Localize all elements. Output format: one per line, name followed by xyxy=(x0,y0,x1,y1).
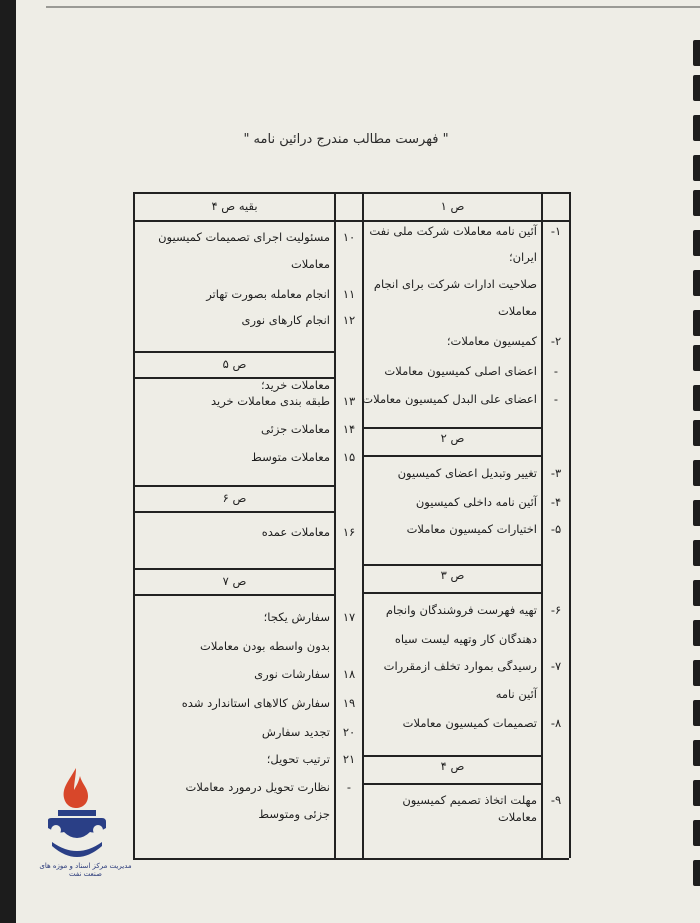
right-item-text: اختيارات كميسيون معاملات xyxy=(406,522,537,536)
binder-hole xyxy=(693,500,700,526)
right-section-header: ص ۴ xyxy=(440,759,465,773)
left-item-number: ۱۹ xyxy=(342,696,356,710)
binder-hole xyxy=(693,820,700,846)
left-item-text: معاملات جزئی xyxy=(261,422,330,436)
binder-hole xyxy=(693,190,700,216)
left-item-text: معاملات خريد؛ xyxy=(260,378,330,392)
left-item-text: تجديد سفارش xyxy=(261,725,330,739)
left-item-number: ۱۸ xyxy=(342,667,356,681)
right-item-text: تغيير وتبديل اعضای كميسيون xyxy=(397,466,537,480)
right-section-header: ص ۲ xyxy=(440,431,465,445)
binding-edge xyxy=(0,0,16,923)
right-item-number: ۹- xyxy=(550,793,562,807)
section-rule xyxy=(362,564,541,566)
left-item-text: سفارش كالاهای استاندارد شده xyxy=(181,696,330,710)
right-item-text: معاملات xyxy=(497,810,537,824)
right-item-number: ۶- xyxy=(550,603,562,617)
left-item-number: ۱۳ xyxy=(342,394,356,408)
binder-hole xyxy=(693,75,700,101)
right-item-text: كميسيون معاملات؛ xyxy=(446,334,537,348)
right-item-number: ۲- xyxy=(550,334,562,348)
right-item-number: ۷- xyxy=(550,659,562,673)
left-item-text: نظارت تحويل درمورد معاملات xyxy=(185,780,330,794)
left-item-text: بدون واسطه بودن معاملات xyxy=(200,639,330,653)
left-item-text: سفارشات نوری xyxy=(254,667,330,681)
left-item-number: ۱۲ xyxy=(342,313,356,327)
left-item-text: معاملات عمده xyxy=(261,525,330,539)
left-item-number: ۱۶ xyxy=(342,525,356,539)
binder-hole xyxy=(693,420,700,446)
binder-hole xyxy=(693,740,700,766)
binder-hole xyxy=(693,155,700,181)
table-bottom-rule xyxy=(133,858,569,860)
page-title: " فهرست مطالب مندرج درائين نامه " xyxy=(243,132,449,147)
left-item-number: ۱۴ xyxy=(342,422,356,436)
right-item-text: معاملات xyxy=(497,304,537,318)
binder-hole xyxy=(693,780,700,806)
right-item-text: ايران؛ xyxy=(508,250,537,264)
binder-hole xyxy=(693,580,700,606)
right-item-text: رسيدگی بموارد تخلف ازمقررات xyxy=(383,659,537,673)
left-item-number: ۱۱ xyxy=(342,287,356,301)
section-rule xyxy=(362,592,541,594)
binder-hole xyxy=(693,660,700,686)
right-item-text: تهيه فهرست فروشندگان وانجام xyxy=(385,603,537,617)
section-rule xyxy=(133,511,334,513)
table-right-rule xyxy=(569,192,571,858)
binder-hole xyxy=(693,345,700,371)
right-section-header: ص ۱ xyxy=(440,199,465,213)
left-item-text: جزئی ومتوسط xyxy=(258,807,330,821)
left-item-text: انجام كارهای نوری xyxy=(241,313,330,327)
right-item-number: ۴- xyxy=(550,495,562,509)
left-item-text: مسئوليت اجرای تصميمات كميسيون xyxy=(158,230,330,244)
document-page xyxy=(16,0,700,923)
left-section-header: ص ۶ xyxy=(222,491,247,505)
right-item-text: آئين نامه داخلی كميسيون xyxy=(415,495,537,509)
binder-holes xyxy=(690,0,700,923)
right-item-number: - xyxy=(553,392,559,406)
section-rule xyxy=(133,568,334,570)
header-rule xyxy=(133,220,362,222)
right-item-text: آئين نامه معاملات شركت ملی نفت xyxy=(369,224,537,238)
binder-hole xyxy=(693,620,700,646)
left-item-number: - xyxy=(346,780,352,794)
table-left-rule xyxy=(133,192,135,858)
right-item-text: تصميمات كميسيون معاملات xyxy=(402,716,537,730)
binder-hole xyxy=(693,270,700,296)
left-item-number: ۱۷ xyxy=(342,610,356,624)
binder-hole xyxy=(693,860,700,886)
left-item-number: ۱۵ xyxy=(342,450,356,464)
left-item-text: طبقه بندی معاملات خريد xyxy=(210,394,330,408)
left-number-rule xyxy=(334,192,336,858)
right-item-text: آئين نامه xyxy=(495,687,537,701)
right-item-text: اعضای اصلی كميسيون معاملات xyxy=(384,364,537,378)
section-rule xyxy=(133,351,334,353)
binder-hole xyxy=(693,230,700,256)
section-rule xyxy=(133,485,334,487)
section-rule xyxy=(362,755,541,757)
left-section-header: ص ۵ xyxy=(222,357,247,371)
left-item-number: ۲۰ xyxy=(342,725,356,739)
binder-hole xyxy=(693,115,700,141)
right-item-number: - xyxy=(553,364,559,378)
left-item-number: ۱۰ xyxy=(342,230,356,244)
left-item-text: انجام معامله بصورت تهاتر xyxy=(206,287,330,301)
binder-hole xyxy=(693,540,700,566)
right-item-text: اعضای علی البدل كميسيون معاملات xyxy=(362,392,537,406)
right-section-header: ص ۳ xyxy=(440,568,465,582)
top-rule xyxy=(46,6,700,8)
section-rule xyxy=(362,783,541,785)
left-item-text: ترتيب تحويل؛ xyxy=(266,752,330,766)
left-item-text: معاملات متوسط xyxy=(251,450,330,464)
binder-hole xyxy=(693,385,700,411)
table-top-rule xyxy=(133,192,569,194)
left-item-text: سفارش يكجا؛ xyxy=(263,610,330,624)
right-item-number: ۳- xyxy=(550,466,562,480)
logo-caption: مديريت مركز اسناد و موزه های صنعت نفت xyxy=(39,862,132,878)
header-rule xyxy=(362,220,569,222)
right-item-text: مهلت اتخاذ تصميم كميسيون xyxy=(402,793,537,807)
right-item-text: صلاحيت ادارات شركت برای انجام xyxy=(373,277,537,291)
left-section-header: بقيه ص ۴ xyxy=(211,199,258,213)
section-rule xyxy=(362,455,541,457)
right-item-number: ۵- xyxy=(550,522,562,536)
section-rule xyxy=(362,427,541,429)
left-section-header: ص ۷ xyxy=(222,574,247,588)
right-item-number: ۸- xyxy=(550,716,562,730)
binder-hole xyxy=(693,310,700,336)
binder-hole xyxy=(693,40,700,66)
right-number-rule xyxy=(541,192,543,858)
binder-hole xyxy=(693,460,700,486)
left-item-number: ۲۱ xyxy=(342,752,356,766)
binder-hole xyxy=(693,700,700,726)
left-item-text: معاملات xyxy=(290,257,330,271)
section-rule xyxy=(133,594,334,596)
right-item-text: دهندگان كار وتهيه ليست سياه xyxy=(394,632,537,646)
right-item-number: ۱- xyxy=(550,224,562,238)
